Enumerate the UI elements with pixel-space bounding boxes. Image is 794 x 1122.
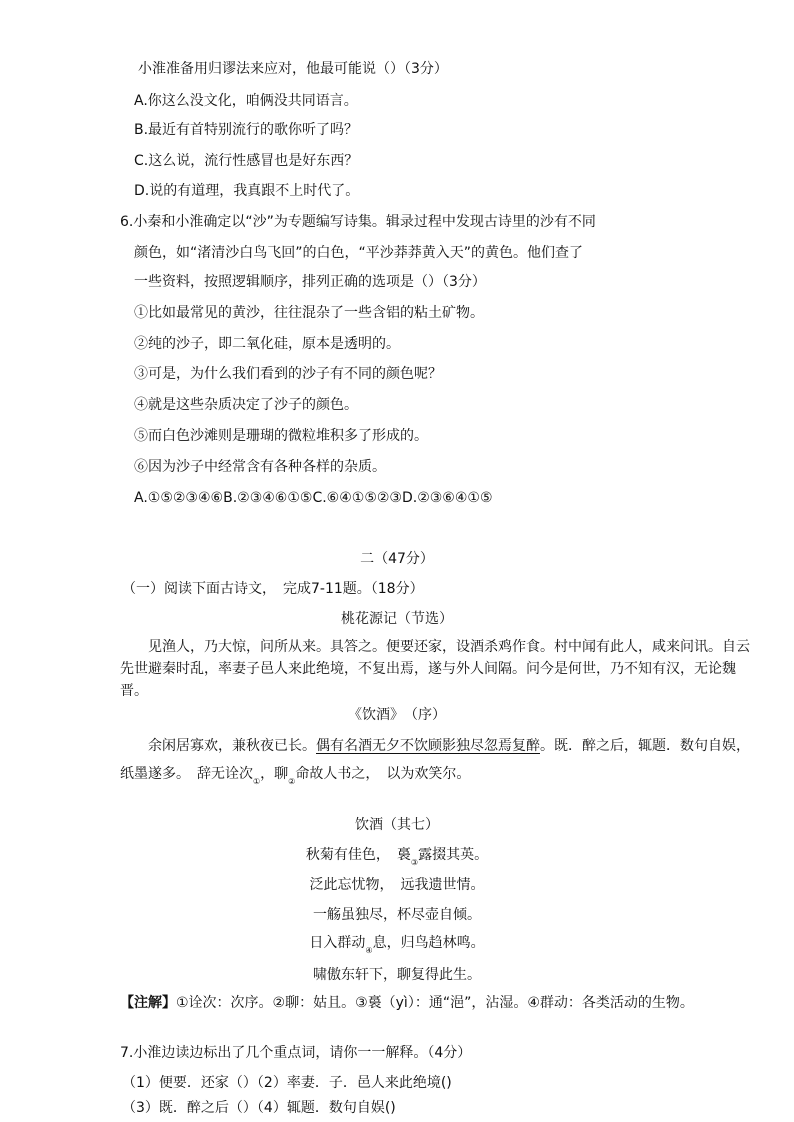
q6-sentence-6: ⑥因为沙子中经常含有各种各样的杂质。: [134, 459, 386, 475]
q6-stem-line-1: 6.小秦和小淮确定以“沙”为专题编写诗集。辑录过程中发现古诗里的沙有不同: [120, 214, 596, 230]
passage-preface: [120, 732, 760, 796]
poem-line-2: 泛此忘忧物， 远我遗世情。: [309, 877, 485, 893]
poem-line-5: 啸傲东轩下，聊复得此生。: [313, 967, 481, 983]
preface-underlined-sentence: 偶有名酒无夕不饮顾影独尽忽焉复醉: [316, 738, 540, 754]
preface-text-1: 余闲居寡欢，兼秋夜已长。: [148, 738, 316, 754]
q6-options: A.①⑤②③④⑥B.②③④⑥①⑤C.⑥④①⑤②③D.②③⑥④①⑤: [134, 490, 493, 506]
q6-stem-line-2: 颜色，如“渚清沙白鸟飞回”的白色，“平沙莽莽黄入天”的黄色。他们查了: [134, 245, 584, 261]
preface-text-3: ，聊: [260, 766, 289, 782]
q6-sentence-3: ③可是，为什么我们看到的沙子有不同的颜色呢？: [134, 366, 442, 382]
poem-line-4-a: 日入群动: [309, 935, 366, 951]
q5-stem: 小淮准备用归谬法来应对，他最可能说（）（3分）: [138, 61, 448, 77]
footnote-mark-4: ④: [365, 946, 373, 955]
annotation-notes: [120, 992, 770, 1014]
q6-sentence-2: ②纯的沙子，即二氧化硅，原本是透明的。: [134, 336, 400, 352]
poem-line-1-b: 露掇其英。: [418, 847, 489, 863]
q7-stem: 7.小淮边读边标出了几个重点词，请你一一解释。（4分）: [120, 1045, 472, 1061]
poem-line-3: 一觞虽独尽，杯尽壶自倾。: [313, 907, 481, 923]
q5-option-a: A.你这么没文化，咱俩没共同语言。: [134, 93, 358, 109]
q6-stem-line-3: 一些资料，按照逻辑顺序，排列正确的选项是（）（3分）: [134, 274, 486, 290]
poem-line-1-a: 秋菊有佳色， 裛: [305, 847, 411, 863]
q7-row-1: （1）便要．还家（）（2）率妻．子．邑人来此绝境(): [122, 1075, 452, 1091]
section-title: 二（47分）: [360, 551, 434, 567]
annotation-text: ①诠次：次序。②聊：姑且。③裛（yì）：通“浥”，沾湿。④群动：各类活动的生物。: [176, 995, 694, 1011]
q6-sentence-1: ①比如最常见的黄沙，往往混杂了一些含铝的粘土矿物。: [134, 305, 484, 321]
preface-text-2: 。既．醉之后，辄题．数句自娱，纸墨遂多。 辞无诠次: [120, 738, 750, 782]
annotation-label: 【注解】: [120, 995, 176, 1011]
q5-option-b: B.最近有首特别流行的歌你听了吗？: [134, 122, 359, 138]
poem-line-4: [0, 934, 794, 960]
q6-sentence-5: ⑤而白色沙滩则是珊瑚的微粒堆积多了形成的。: [134, 428, 428, 444]
poem-line-1: [0, 846, 794, 872]
q5-option-d: D.说的有道理，我真跟不上时代了。: [134, 183, 360, 199]
section-subtitle: （一）阅读下面古诗文， 完成7-11题。（18分）: [122, 581, 424, 597]
q6-sentence-4: ④就是这些杂质决定了沙子的颜色。: [134, 397, 358, 413]
passage-taohua: 见渔人，乃大惊，问所从来。具答之。便要还家，设酒杀鸡作食。村中闻有此人，咸来问讯。自云先世避秦时乱，率妻子邑人来此绝境，不复出焉，遂与外人间隔。问今是何世，乃不知有汉，无论魏晋。: [120, 639, 750, 699]
passage-title-preface: 《饮酒》 （序）: [348, 707, 446, 723]
poem-title: 饮酒（其七）: [355, 817, 439, 833]
q7-row-2: （3）既．醉之后（）（4）辄题．数句自娱(): [122, 1100, 396, 1116]
preface-text-4: 命故人书之， 以为欢笑尔。: [295, 766, 471, 782]
footnote-mark-1: ①: [253, 777, 261, 786]
footnote-mark-3: ③: [410, 858, 419, 867]
poem-line-4-b: 息，归鸟趋林鸣。: [372, 935, 485, 951]
footnote-mark-2: ②: [288, 777, 296, 786]
passage-title-taohua: 桃花源记（节选）: [341, 611, 453, 627]
q5-option-c: C.这么说，流行性感冒也是好东西？: [134, 153, 359, 169]
